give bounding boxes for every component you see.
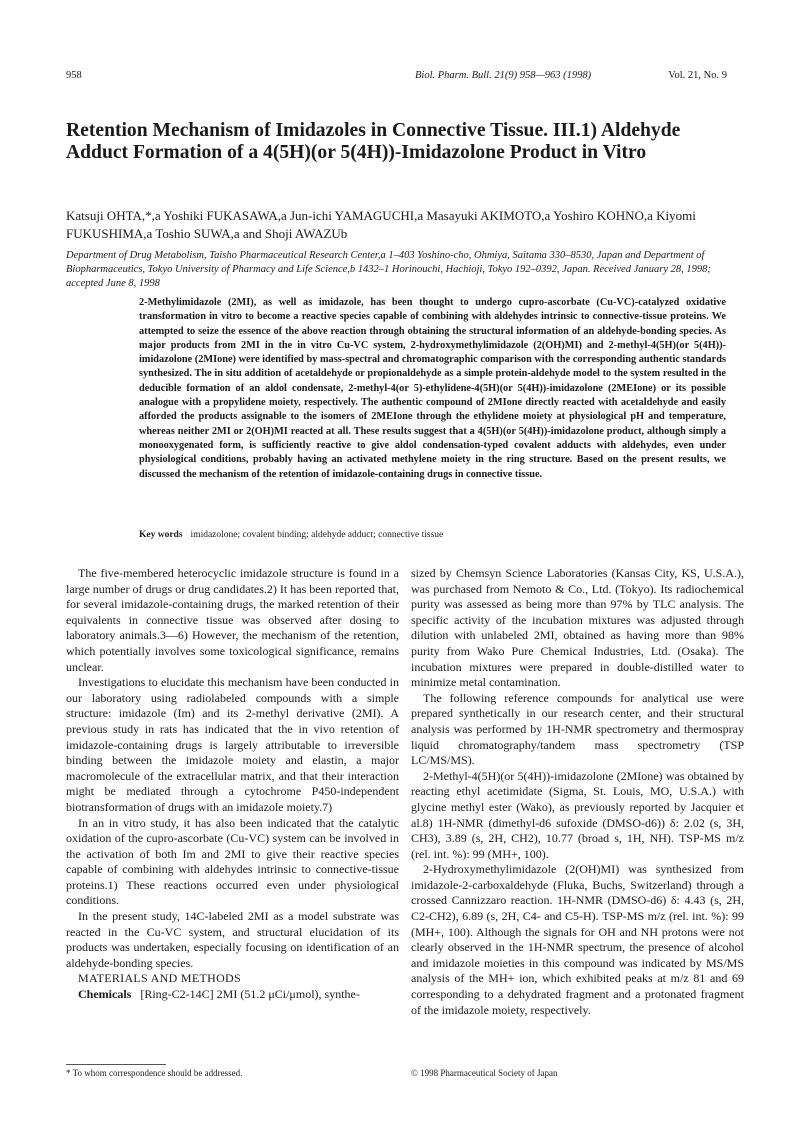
affiliations: Department of Drug Metabolism, Taisho Pharmaceutical Research Center,a 1–403 Yoshino-cho, Ohmiya, Saitama 330–8530, Japan and Department of Biopharmaceutics, Tokyo University of Pharmacy and Life Science,b 1432–1 Horinouchi, Hachioji, Tokyo 192–0392, Japan. Received January 28, 1998; accepted June 8, 1998 bbox=[66, 250, 711, 289]
volume-issue: Vol. 21, No. 9 bbox=[668, 70, 727, 81]
intro-paragraph-2: Investigations to elucidate this mechanism have been conducted in our laboratory using radiolabeled compounds with a simple structure: imidazole (Im) and its 2-methyl derivative (2MI). A previous study in rats has indicated that the in vivo retention of imidazole-containing drugs is largely attributable to irreversible binding between the imidazole moiety and elastin, a major macromolecule of the extracellular matrix, and that their interaction might be mediated through a cytochrome P450-independent biotransformation of drugs with an imidazole moiety.7) bbox=[66, 675, 399, 814]
keywords-label: Key words bbox=[139, 530, 183, 540]
chemicals-paragraph bbox=[66, 987, 399, 1003]
2mione-synthesis-paragraph: 2-Methyl-4(5H)(or 5(4H))-imidazolone (2MIone) was obtained by reacting ethyl acetimidate (Sigma, St. Louis, MO, U.S.A.) with glycine methyl ester (Wako), as previously reported by Jacquier et al.8) 1H-NMR (dimethyl-d6 sufoxide (DMSO-d6)) δ: 2.02 (s, 3H, CH3), 3.89 (s, 2H, CH2), 10.77 (broad s, 1H, NH). TSP-MS m/z (rel. int. %): 99 (MH+, 100). bbox=[411, 768, 744, 861]
page-number: 958 bbox=[66, 70, 82, 81]
intro-paragraph-3: In an in vitro study, it has also been indicated that the catalytic oxidation of the cupro-ascorbate (Cu-VC) system can be involved in the activation of both Im and 2MI to give their reactive species capable of combining with aldehydes intrinsic to connective-tissue proteins.1) These reactions occurred even under physiological conditions. bbox=[66, 815, 399, 908]
journal-citation: Biol. Pharm. Bull. 21(9) 958—963 (1998) bbox=[415, 70, 592, 81]
chemicals-continued: sized by Chemsyn Science Laboratories (Kansas City, KS, U.S.A.), was purchased from Nemoto & Co., Ltd. (Tokyo). Its radiochemical purity was assessed as being more than 97% by TLC analysis. The specific activity of the incubation mixtures was adjusted through dilution with unlabeled 2MI, obtained as having more than 98% purity from Wako Pure Chemical Industries, Ltd. (Osaka). The incubation mixtures were prepared in double-distilled water to minimize metal contamination. bbox=[411, 566, 744, 690]
intro-paragraph-4: In the present study, 14C-labeled 2MI as a model substrate was reacted in the Cu-VC system, and structural elucidation of its products was undertaken, especially focusing on identification of an aldehyde-bonding species. bbox=[66, 909, 399, 970]
right-column bbox=[411, 566, 744, 1018]
intro-paragraph-1: The five-membered heterocyclic imidazole structure is found in a large number of drugs or drug candidates.2) It has been reported that, for several imidazole-containing drugs, the marked retention of their equivalents in connective tissue was observed after dosing to laboratory animals.3—6) However, the mechanism of the retention, which potentially involves some toxicological significance, remains unclear. bbox=[66, 566, 399, 674]
keywords bbox=[139, 530, 726, 540]
chemicals-label: Chemicals bbox=[78, 987, 132, 1002]
abstract: 2-Methylimidazole (2MI), as well as imidazole, has been thought to undergo cupro-ascorbate (Cu-VC)-catalyzed oxidative transformation in vitro to become a reactive species capable of combining with aldehydes intrinsic to connective-tissue proteins. We attempted to seize the essence of the above reaction through obtaining the structural information of an aldehyde-bonding species. As major products from 2MI in the in vitro Cu-VC system, 2-hydroxymethylimidazole (2(OH)MI) and 2-methyl-4(5H)(or 5(4H))-imidazolone (2MIone) were identified by mass-spectral and chromatographic comparison with the corresponding authentic standards synthesized. The in situ addition of acetaldehyde or propionaldehyde as a simple protein-aldehyde model to the system resulted in the deducible formation of an aldol condensate, 2-methyl-4(or 5)-ethylidene-4(5H)(or 5(4H))-imidazolone (2MEIone) or its possible analogue with a propylidene moiety, respectively. The authentic compound of 2MIone directly reacted with acetaldehyde and easily afforded the products assignable to the isomers of 2MEIone through the ethylidene moiety at physiological pH and temperature, whereas neither 2MI or 2(OH)MI reacted at all. These results suggest that a 4(5H)(or 5(4H))-imidazolone product, although simply a monooxygenated form, is sufficiently reactive to give aldol condensation-typed covalent adducts with aldehydes, even under physiological conditions, probably having an activated methylene moiety in the ring structure. Based on the present results, we discussed the mechanism of the retention of imidazole-containing drugs in connective tissue. bbox=[139, 297, 726, 480]
section-heading-methods: MATERIALS AND METHODS bbox=[78, 971, 241, 986]
article-title: Retention Mechanism of Imidazoles in Connective Tissue. III.1) Aldehyde Adduct Formation of a 4(5H)(or 5(4H))-Imidazolone Product in Vitro bbox=[66, 120, 681, 163]
reference-compounds-paragraph: The following reference compounds for analytical use were prepared synthetically in our research center, and their structural analysis was performed by 1H-NMR spectrometry and thermospray liquid chromatography/tandem mass spectrometry (TSP LC/MS/MS). bbox=[411, 690, 744, 768]
author-list: Katsuji OHTA,*,a Yoshiki FUKASAWA,a Jun-ichi YAMAGUCHI,a Masayuki AKIMOTO,a Yoshiro KOHNO,a Kiyomi FUKUSHIMA,a Toshio SUWA,a and Shoji AWAZUb bbox=[66, 208, 696, 241]
2ohmi-synthesis-paragraph: 2-Hydroxymethylimidazole (2(OH)MI) was synthesized from imidazole-2-carboxaldehyde (Fluka, Buchs, Switzerland) through a crossed Cannizzaro reaction. 1H-NMR (DMSO-d6) δ: 4.43 (s, 2H, C2-CH2), 6.89 (s, 2H, C4- and C5-H). TSP-MS m/z (rel. int. %): 99 (MH+, 100). Although the signals for OH and NH protons were not clearly observed in the 1H-NMR spectrum, the presence of alcohol and imidazole moieties in this compound was indicated by MS/MS analysis of the MH+ ion, which exhibited peaks at m/z 81 and 69 corresponding to a dehydrated fragment and a protonated fragment of the imidazole moiety, respectively. bbox=[411, 862, 744, 1017]
keywords-text: imidazolone; covalent binding; aldehyde adduct; connective tissue bbox=[190, 530, 444, 540]
correspondence-footnote: * To whom correspondence should be addressed. bbox=[66, 1068, 243, 1078]
left-column bbox=[66, 566, 399, 1003]
footnote-divider bbox=[66, 1064, 166, 1065]
copyright-notice: © 1998 Pharmaceutical Society of Japan bbox=[411, 1068, 558, 1078]
chemicals-text: [Ring-C2-14C] 2MI (51.2 μCi/μmol), synthe- bbox=[140, 987, 360, 1002]
